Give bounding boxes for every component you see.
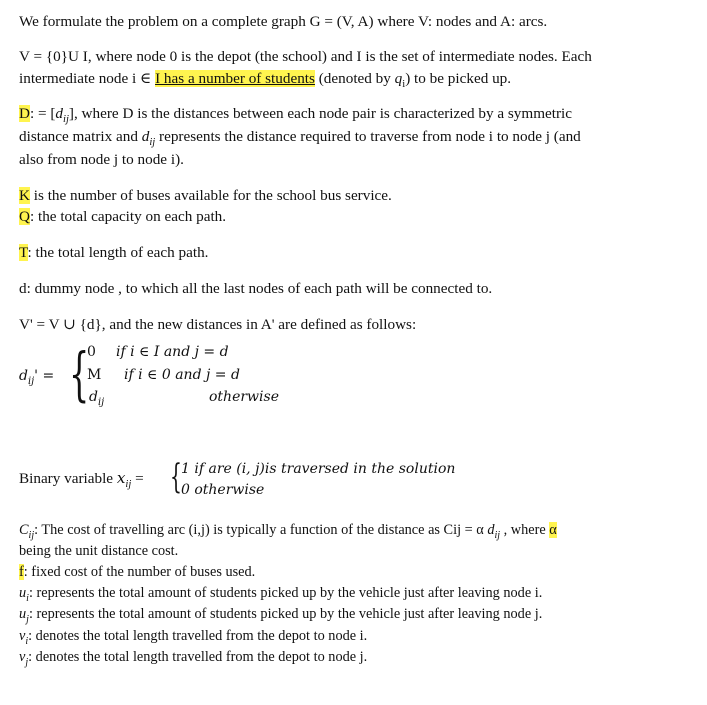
binary-label: Binary variable $x_{ij}$ = xyxy=(19,469,144,491)
piecewise-r1-value: 0 xyxy=(87,344,96,360)
vi-definition-line: $v_i$: denotes the total length travelled from the depot to node i. xyxy=(19,628,368,647)
v-definition-line-2: intermediate node i ∈ I has a number of students (denoted by $q_i$) to be picked up. xyxy=(19,70,512,91)
highlighted-students-text: I has a number of students xyxy=(155,70,315,87)
q-definition-line: Q: the total capacity on each path. xyxy=(19,208,227,225)
d-definition-line-3: also from node j to node i). xyxy=(19,151,184,168)
highlighted-T: T xyxy=(19,244,28,261)
d-definition-line-2: distance matrix and $d_{ij}$ represents the distance required to traverse from node i to node j (and xyxy=(19,128,581,149)
cost-definition-line-2: being the unit distance cost. xyxy=(19,543,179,559)
vj-definition-line: $v_j$: denotes the total length travelled from the depot to node j. xyxy=(19,649,368,668)
binary-brace: { xyxy=(170,457,182,497)
intro-line: We formulate the problem on a complete graph G = (V, A) where V: nodes and A: arcs. xyxy=(19,13,548,30)
binary-row-2: 0 otherwise xyxy=(181,482,265,498)
piecewise-r3-condition: otherwise xyxy=(209,389,279,405)
cost-definition-line-1: $C_{ij}$: The cost of travelling arc (i,j) is typically a function of the distance as Cij = α $d_{ij}$ , where α xyxy=(19,522,557,541)
v-prime-line: V' = V ∪ {d}, and the new distances in A' are defined as follows: xyxy=(19,316,417,333)
piecewise-r2-condition: if i ∈ 0 and j = d xyxy=(124,367,240,383)
binary-row-1: 1 if are (i, j)is traversed in the solution xyxy=(181,461,456,477)
k-definition-line: K is the number of buses available for the school bus service. xyxy=(19,187,392,204)
highlighted-D: D xyxy=(19,105,30,122)
piecewise-lhs: $d_{ij}'$ = xyxy=(19,368,55,387)
ui-definition-line: $u_i$: represents the total amount of students picked up by the vehicle just after leaving node i. xyxy=(19,585,543,604)
v-definition-line-1: V = {0}U I, where node 0 is the depot (the school) and I is the set of intermediate nodes. Each xyxy=(19,48,592,65)
highlighted-f: f xyxy=(19,564,24,580)
piecewise-r2-value: M xyxy=(87,367,102,383)
piecewise-r1-condition: if i ∈ I and j = d xyxy=(116,344,229,360)
left-brace: { xyxy=(69,340,90,408)
uj-definition-line: $u_j$: represents the total amount of students picked up by the vehicle just after leaving node j. xyxy=(19,606,543,625)
t-definition-line: T: the total length of each path. xyxy=(19,244,209,261)
piecewise-r3-value: $d_{ij}$ xyxy=(89,389,105,408)
fixed-cost-line: f: fixed cost of the number of buses used. xyxy=(19,564,256,580)
d-definition-line-1: D: = $[d_{ij}]$, where D is the distances between each node pair is characterized by a symmetric xyxy=(19,105,572,126)
highlighted-alpha: α xyxy=(549,522,557,538)
dummy-node-line: d: dummy node , to which all the last nodes of each path will be connected to. xyxy=(19,280,493,297)
highlighted-Q: Q xyxy=(19,208,30,225)
highlighted-K: K xyxy=(19,187,30,204)
